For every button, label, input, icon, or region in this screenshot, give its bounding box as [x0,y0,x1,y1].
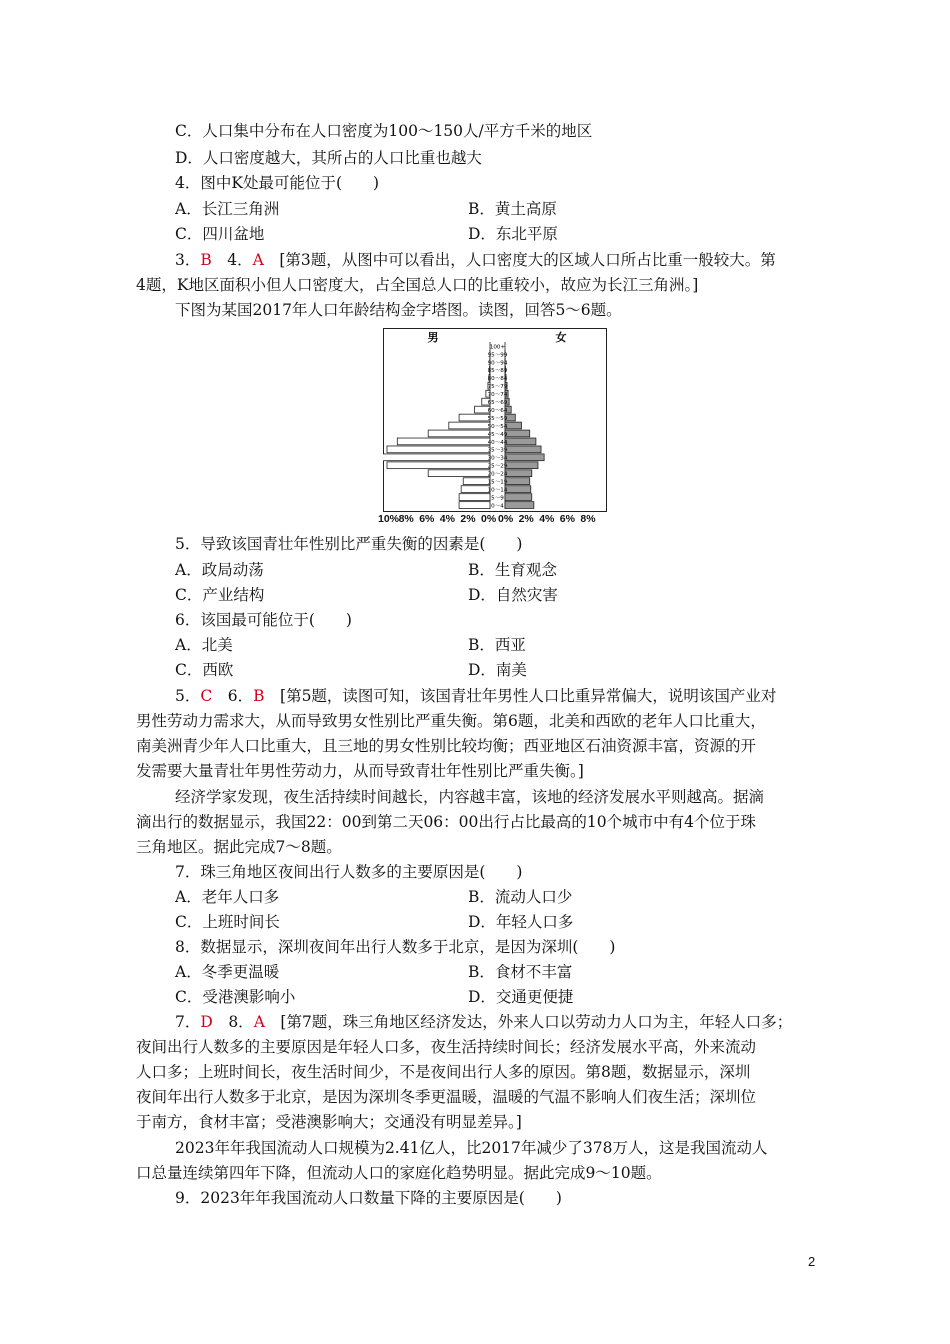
age-group-label: 55～59 [487,415,508,422]
age-group-label: 0～4 [491,503,504,510]
intro-7-8-line2: 滴出行的数据显示，我国22：00到第二天06：00出行占比最高的10个城市中有4个位于珠 [136,813,756,831]
male-bar [459,414,490,421]
age-group-label: 10～14 [487,487,508,494]
answer-7-8 [175,1010,792,1034]
male-axis-tick: 4% [439,513,455,525]
answer-3-letter: B [200,251,212,269]
q6-option-b: B．西亚 [468,636,526,654]
question-7: 7．珠三角地区夜间出行人数多的主要原因是( ) [175,863,523,881]
q6-option-d: D．南美 [468,661,527,679]
q4-option-a: A．长江三角洲 [175,200,280,218]
answer-5-letter: C [200,687,213,705]
answer-4-letter: A [252,251,264,269]
intro-9-10-line1: 2023年年我国流动人口规模为2.41亿人，比2017年减少了378万人，这是我国流动人 [175,1139,768,1157]
answer-explanation: [第3题，从图中可以看出，人口密度大的区域人口所占比重一般较大。第 [263,251,776,269]
male-bar [387,446,490,453]
answer-5-6-cont1: 男性劳动力需求大，从而导致男女性别比严重失衡。第6题，北美和西欧的老年人口比重大， [136,712,766,730]
intro-5-6: 下图为某国2017年人口年龄结构金字塔图。读图，回答5～6题。 [175,301,622,319]
age-group-label: 65～69 [487,400,508,407]
answer-5-6-cont3: 发需要大量青壮年男性劳动力，从而导致青壮年性别比严重失衡。] [136,762,584,780]
q8-option-b: B．食材不丰富 [468,963,573,981]
q5-option-d: D．自然灾害 [468,586,558,604]
age-group-label: 80～84 [487,376,508,383]
female-axis-tick: 0% [498,513,514,525]
female-axis-tick: 2% [518,513,534,525]
answer-7-8-cont2: 人口多；上班时间长，夜生活时间少，不是夜间出行人多的原因。第8题，数据显示，深圳 [136,1063,751,1081]
age-group-label: 20～24 [487,471,508,478]
answer-7-8-cont1: 夜间出行人数多的主要原因是年轻人口多，夜生活持续时间长；经济发展水平高，外来流动 [136,1038,757,1056]
age-group-label: 75～79 [487,384,508,391]
question-8: 8．数据显示，深圳夜间年出行人数多于北京，是因为深圳( ) [175,938,616,956]
female-bar [505,502,534,509]
q7-option-a: A．老年人口多 [175,888,280,906]
answer-prefix: 5． [175,687,201,705]
male-bar [459,494,490,501]
option-d-line: D．人口密度越大，其所占的人口比重也越大 [175,149,482,167]
answer-8-letter: A [253,1013,265,1031]
male-bar [461,486,490,493]
female-bar [505,462,538,469]
q5-option-b: B．生育观念 [468,561,557,579]
answer-explanation: [第7题，珠三角地区经济发达，外来人口以劳动力人口为主，年轻人口多； [264,1013,793,1031]
age-group-label: 15～19 [487,479,508,486]
male-bar [428,430,490,437]
q7-option-c: C．上班时间长 [175,913,280,931]
age-group-label: 70～74 [487,392,508,399]
age-group-label: 95～99 [487,352,508,359]
q4-option-d: D．东北平原 [468,225,558,243]
female-bar [505,454,544,461]
q5-option-c: C．产业结构 [175,586,265,604]
answer-7-8-cont4: 于南方，食材丰富；受港澳影响大；交通没有明显差异。] [136,1113,522,1131]
age-group-label: 60～64 [487,407,508,414]
age-group-label: 90～94 [487,360,508,367]
male-bar [383,454,490,461]
male-bar [449,422,490,429]
female-bar [505,486,531,493]
q7-option-b: B．流动人口少 [468,888,573,906]
female-bar [505,470,532,477]
q7-option-d: D．年轻人口多 [468,913,574,931]
female-bar [505,478,530,485]
female-bar [505,422,521,429]
age-group-label: 30～34 [487,455,508,462]
q8-option-a: A．冬季更温暖 [175,963,280,981]
male-bar [428,470,490,477]
population-pyramid-chart [383,328,607,512]
q8-option-d: D．交通更便捷 [468,988,574,1006]
intro-7-8-line1: 经济学家发现，夜生活持续时间越长，内容越丰富，该地的经济发展水平则越高。据滴 [175,788,765,806]
answer-7-letter: D [200,1013,213,1031]
answer-3-4-cont: 4题，K地区面积小但人口密度大，占全国总人口的比重较小，故应为长江三角洲。] [136,276,699,294]
answer-6-letter: B [253,687,265,705]
intro-7-8-line3: 三角地区。据此完成7～8题。 [136,838,342,856]
question-6: 6．该国最可能位于( ) [175,611,352,629]
male-axis-tick: 10% [378,513,400,525]
q6-option-c: C．西欧 [175,661,234,679]
age-group-label: 85～89 [487,368,508,375]
male-label: 男 [427,331,439,344]
answer-3-4 [175,248,776,272]
male-bar [463,478,490,485]
q4-option-c: C．四川盆地 [175,225,265,243]
answer-7-8-cont3: 夜间年出行人数多于北京，是因为深圳冬季更温暖，温暖的气温不影响人们夜生活；深圳位 [136,1088,757,1106]
male-axis-tick: 0% [481,513,497,525]
intro-9-10-line2: 口总量连续第四年下降，但流动人口的家庭化趋势明显。据此完成9～10题。 [136,1164,662,1182]
male-axis-tick: 2% [460,513,476,525]
male-axis-tick: 6% [419,513,435,525]
answer-explanation: [第5题，读图可知，该国青壮年男性人口比重异常偏大，说明该国产业对 [264,687,777,705]
female-bar [505,446,541,453]
pyramid-x-axis [378,513,618,527]
male-bar [397,438,490,445]
answer-prefix: 3． [175,251,201,269]
q6-option-a: A．北美 [175,636,233,654]
question-5: 5．导致该国青壮年性别比严重失衡的因素是( ) [175,535,523,553]
q4-option-b: B．黄土高原 [468,200,557,218]
option-c-line: C．人口集中分布在人口密度为100～150人/平方千米的地区 [175,122,593,140]
female-label: 女 [555,331,567,344]
question-9: 9．2023年年我国流动人口数量下降的主要原因是( ) [175,1189,562,1207]
age-group-label: 45～49 [487,431,508,438]
female-bar [505,430,530,437]
female-bar [505,494,532,501]
age-group-label: 50～54 [487,423,508,430]
page-number: 2 [808,1254,816,1269]
age-group-label: 100+ [489,344,506,351]
q8-option-c: C．受港澳影响小 [175,988,296,1006]
answer-mid: 8． [212,1013,254,1031]
answer-mid: 4． [211,251,253,269]
female-axis-tick: 8% [580,513,596,525]
female-bar [505,438,536,445]
age-group-label: 35～39 [487,447,508,454]
age-group-label: 25～29 [487,463,508,470]
answer-5-6-cont2: 南美洲青少年人口比重大，且三地的男女性别比较均衡；西亚地区石油资源丰富，资源的开 [136,737,757,755]
q5-option-a: A．政局动荡 [175,561,264,579]
female-axis-tick: 6% [559,513,575,525]
answer-5-6 [175,684,776,708]
age-group-label: 5～9 [491,495,504,502]
male-bar [387,462,490,469]
answer-prefix: 7． [175,1013,201,1031]
age-group-label: 40～44 [487,439,508,446]
female-axis-tick: 4% [539,513,555,525]
male-axis-tick: 8% [398,513,414,525]
answer-mid: 6． [212,687,254,705]
question-4: 4．图中K处最可能位于( ) [175,174,380,192]
male-bar [459,502,490,509]
